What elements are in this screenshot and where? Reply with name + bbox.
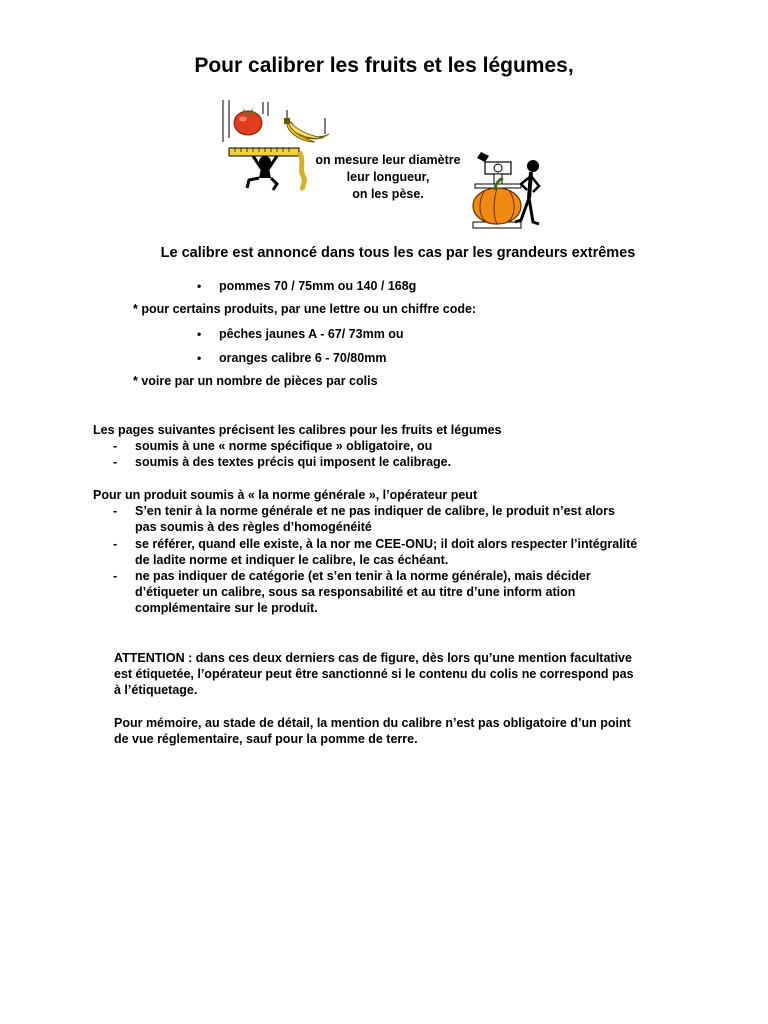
attention-paragraph xyxy=(114,650,734,699)
list-item-line: de ladite norme et indiquer le calibre, le cas échéant. xyxy=(135,552,449,567)
paragraph-intro: Pour un produit soumis à « la norme générale », l’opérateur peut xyxy=(93,488,478,502)
note-line: * voire par un nombre de pièces par colis xyxy=(133,374,378,388)
attention-line: à l’étiquetage. xyxy=(114,683,198,698)
paragraph-intro: Les pages suivantes précisent les calibres pour les fruits et légumes xyxy=(93,423,502,437)
note-line: * pour certains produits, par une lettre ou un chiffre code: xyxy=(133,302,477,316)
bullet-item: • pommes 70 / 75mm ou 140 / 168g xyxy=(219,279,416,293)
list-item: - soumis à une « norme spécifique » obligatoire, ou xyxy=(93,438,713,454)
norme-generale-paragraph xyxy=(93,487,713,617)
list-item xyxy=(93,503,713,535)
banana-icon xyxy=(284,118,329,142)
list-item xyxy=(93,536,713,568)
list-item-line: pas soumis à des règles d’homogénéité xyxy=(135,520,372,535)
section-subtitle: Le calibre est annoncé dans tous les cas par les grandeurs extrêmes xyxy=(160,245,636,261)
measure-caption xyxy=(300,152,476,203)
memo-paragraph xyxy=(114,715,734,747)
caption-line: leur longueur, xyxy=(346,170,430,184)
dash-list xyxy=(93,503,713,616)
list-item: - soumis à des textes précis qui imposent le calibrage. xyxy=(93,454,713,470)
tomato-icon xyxy=(234,108,262,135)
list-item xyxy=(93,568,713,617)
list-item-line: - S’en tenir à la norme générale et ne pas indiquer de calibre, le produit n’est alors xyxy=(135,504,615,519)
list-item-line: complémentaire sur le produit. xyxy=(135,601,318,616)
calibres-paragraph xyxy=(93,422,713,471)
memo-line: Pour mémoire, au stade de détail, la mention du calibre n’est pas obligatoire d’un point xyxy=(114,716,631,730)
dash-list xyxy=(93,438,713,470)
memo-line: de vue réglementaire, sauf pour la pomme de terre. xyxy=(114,732,418,747)
bullet-item: • oranges calibre 6 - 70/80mm xyxy=(219,351,386,365)
list-item-line: - ne pas indiquer de catégorie (et s’en tenir à la norme générale), mais décider xyxy=(135,569,591,584)
attention-line: est étiquetée, l’opérateur peut être sanctionné si le contenu du colis ne correspond pas xyxy=(114,667,634,682)
list-item-line: - se référer, quand elle existe, à la nor me CEE-ONU; il doit alors respecter l’intégralité xyxy=(135,536,638,551)
list-item-line: d’étiqueter un calibre, sous sa responsabilité et au titre d’une inform ation xyxy=(135,585,576,600)
caption-line: on les pèse. xyxy=(352,187,424,201)
bullet-item: • pêches jaunes A - 67/ 73mm ou xyxy=(219,327,404,341)
caption-line: on mesure leur diamètre xyxy=(315,153,461,167)
page-title: Pour calibrer les fruits et les légumes, xyxy=(194,54,574,77)
attention-line: ATTENTION : dans ces deux derniers cas de figure, dès lors qu’une mention facultative xyxy=(114,651,632,665)
measuring-figure-icon xyxy=(229,148,304,190)
